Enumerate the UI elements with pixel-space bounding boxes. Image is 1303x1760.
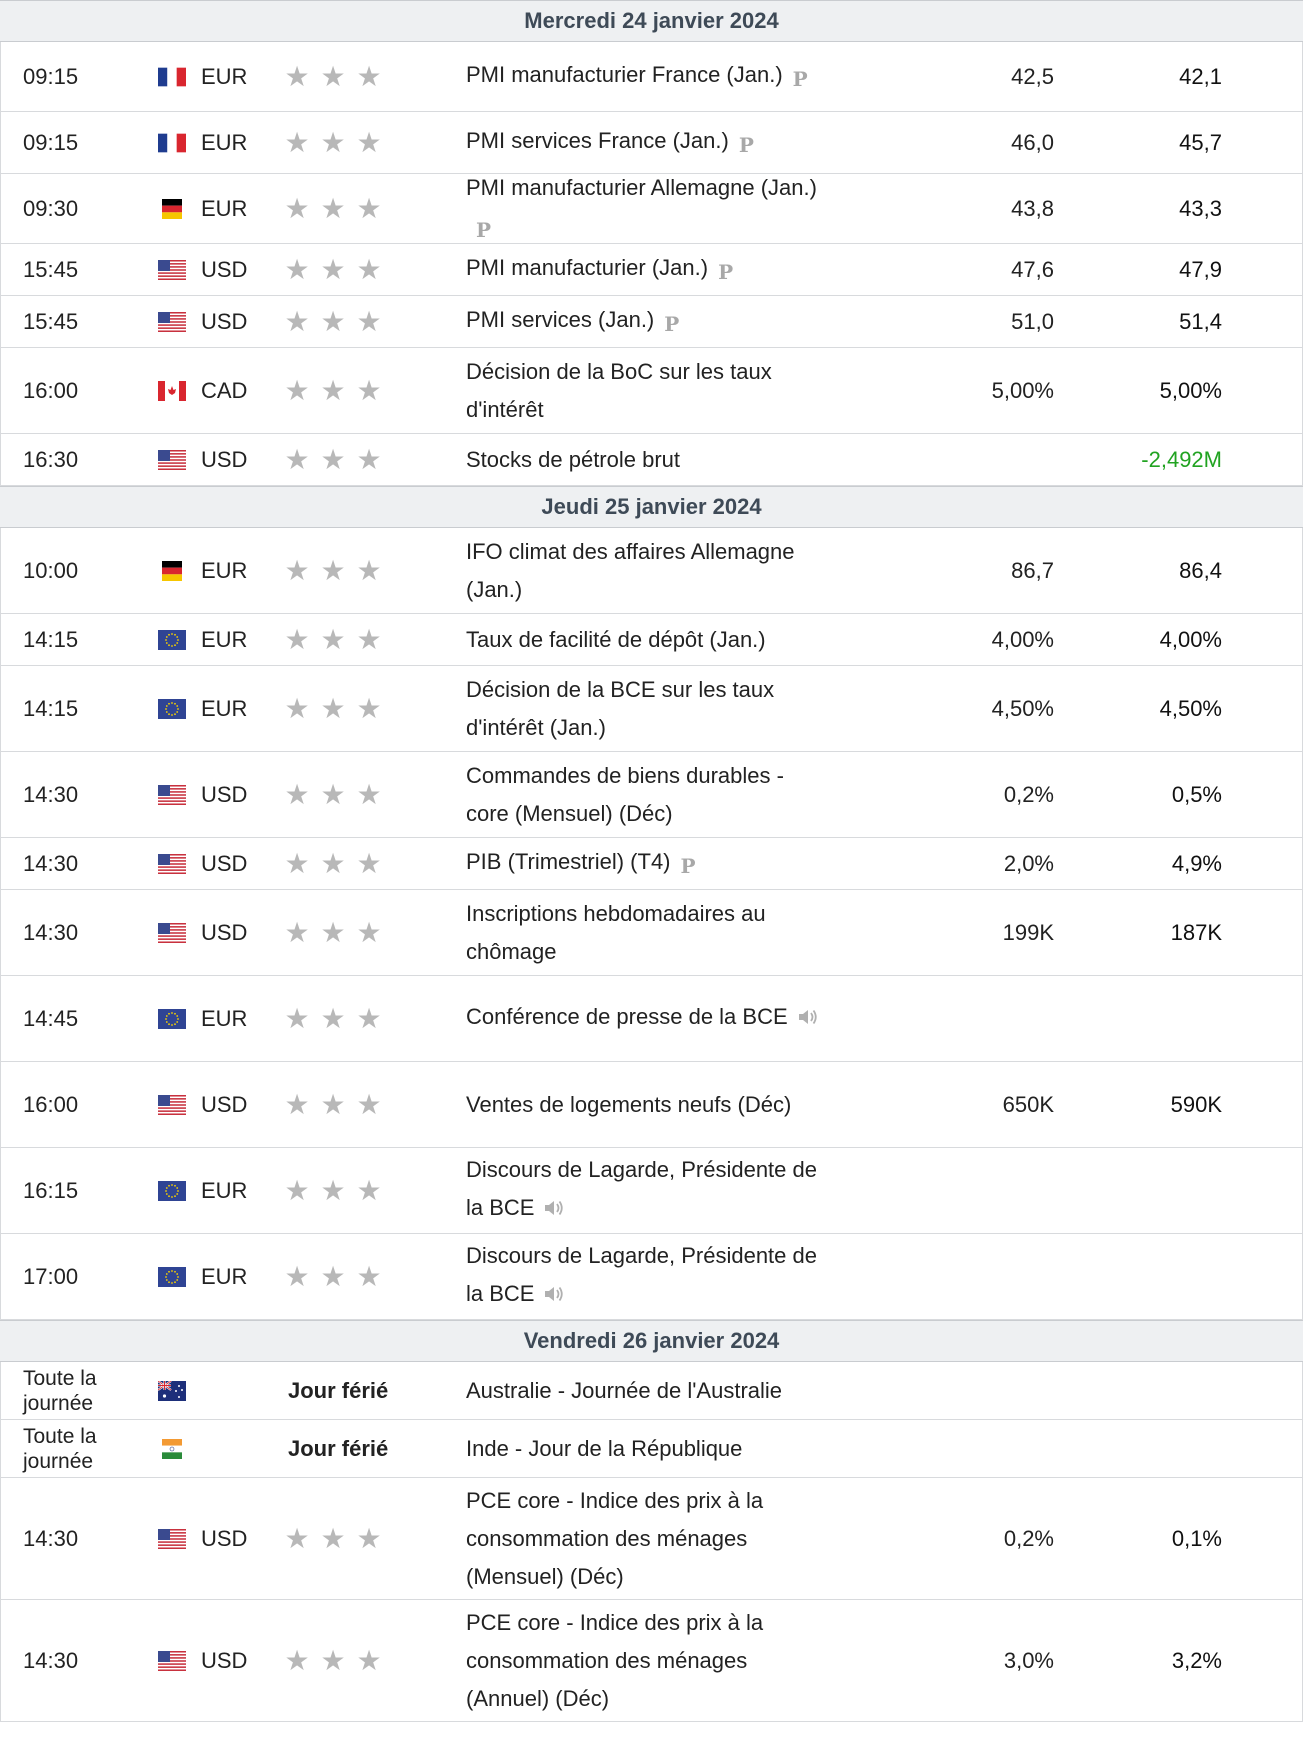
star-icon: ★: [320, 305, 346, 337]
event-time: 14:15: [23, 695, 79, 721]
forecast-value: 51,0: [1011, 308, 1054, 334]
event-title[interactable]: PMI services France (Jan.): [466, 127, 729, 153]
event-row[interactable]: [0, 752, 1303, 838]
forecast-value: 46,0: [1011, 129, 1054, 155]
preliminary-badge: P: [718, 259, 734, 284]
star-icon: ★: [356, 778, 382, 810]
star-icon: ★: [356, 374, 382, 406]
previous-value: 5,00%: [1159, 377, 1222, 403]
event-time: 09:15: [23, 63, 79, 89]
currency-code: USD: [201, 308, 248, 334]
flag-in-icon: [158, 1439, 186, 1459]
event-time: 16:15: [23, 1177, 79, 1203]
flag-eu-icon: [158, 1267, 186, 1287]
previous-value: 187K: [1170, 919, 1222, 945]
event-name[interactable]: [466, 671, 826, 747]
star-icon: ★: [284, 623, 310, 655]
star-icon: ★: [356, 305, 382, 337]
event-name[interactable]: [466, 169, 826, 249]
event-name[interactable]: [466, 998, 826, 1040]
importance-stars: [284, 1260, 382, 1292]
forecast-value: 199K: [1002, 919, 1054, 945]
event-name[interactable]: [466, 1482, 826, 1596]
event-title[interactable]: Australie - Journée de l'Australie: [466, 1377, 783, 1403]
flag-us-icon: [158, 785, 186, 805]
importance-stars: [284, 1002, 382, 1034]
event-name[interactable]: [466, 1086, 826, 1124]
importance-stars: [284, 692, 382, 724]
importance-stars: [284, 192, 382, 224]
flag-eu-icon: [158, 699, 186, 719]
star-icon: ★: [320, 443, 346, 475]
currency-code: USD: [201, 1091, 248, 1117]
importance-stars: [284, 374, 382, 406]
speaker-icon: [796, 1002, 820, 1040]
event-row[interactable]: [0, 1478, 1303, 1600]
event-name[interactable]: [466, 1151, 826, 1231]
star-icon: ★: [320, 374, 346, 406]
star-icon: ★: [320, 126, 346, 158]
previous-value: 43,3: [1179, 195, 1222, 221]
event-title[interactable]: PCE core - Indice des prix à la consommation des ménages (Mensuel) (Déc): [466, 1487, 764, 1589]
event-time: 16:00: [23, 1091, 79, 1117]
star-icon: ★: [284, 1002, 310, 1034]
event-title[interactable]: Discours de Lagarde, Présidente de la BCE: [466, 1156, 817, 1220]
forecast-value: 86,7: [1011, 557, 1054, 583]
previous-value: 45,7: [1179, 129, 1222, 155]
star-icon: ★: [284, 554, 310, 586]
preliminary-badge: P: [792, 66, 808, 91]
event-time: 16:00: [23, 377, 79, 403]
previous-value: 4,9%: [1171, 850, 1222, 876]
currency-code: EUR: [201, 1177, 248, 1203]
previous-value: 3,2%: [1171, 1647, 1222, 1673]
event-title[interactable]: Taux de facilité de dépôt (Jan.): [466, 626, 766, 652]
importance-stars: [284, 847, 382, 879]
previous-value: 4,50%: [1159, 695, 1222, 721]
event-row[interactable]: [0, 890, 1303, 976]
currency-code: USD: [201, 781, 248, 807]
star-icon: ★: [320, 623, 346, 655]
forecast-value: 4,00%: [991, 626, 1054, 652]
star-icon: ★: [320, 692, 346, 724]
event-row[interactable]: [0, 838, 1303, 890]
event-name[interactable]: [466, 1237, 826, 1317]
event-name[interactable]: [466, 56, 826, 98]
preliminary-badge: P: [664, 311, 680, 336]
forecast-value: 5,00%: [991, 377, 1054, 403]
star-icon: ★: [356, 443, 382, 475]
star-icon: ★: [356, 1522, 382, 1554]
day-header: Jeudi 25 janvier 2024: [0, 486, 1303, 528]
event-title[interactable]: PIB (Trimestriel) (T4): [466, 848, 671, 874]
star-icon: ★: [284, 60, 310, 92]
event-row[interactable]: [0, 112, 1303, 174]
star-icon: ★: [284, 916, 310, 948]
importance-stars: [284, 623, 382, 655]
flag-us-icon: [158, 1529, 186, 1549]
event-name[interactable]: [466, 1430, 826, 1468]
day-header: Mercredi 24 janvier 2024: [0, 0, 1303, 42]
event-title[interactable]: Ventes de logements neufs (Déc): [466, 1091, 792, 1117]
previous-value: 4,00%: [1159, 626, 1222, 652]
event-name[interactable]: [466, 301, 826, 343]
event-name[interactable]: [466, 843, 826, 885]
flag-us-icon: [158, 312, 186, 332]
event-name[interactable]: [466, 441, 826, 479]
star-icon: ★: [284, 847, 310, 879]
event-row[interactable]: [0, 976, 1303, 1062]
forecast-value: 42,5: [1011, 63, 1054, 89]
event-time: 14:30: [23, 919, 79, 945]
event-time: 14:30: [23, 781, 79, 807]
star-icon: ★: [284, 692, 310, 724]
currency-code: EUR: [201, 695, 248, 721]
event-name[interactable]: [466, 1604, 826, 1718]
event-name[interactable]: [466, 757, 826, 833]
currency-code: EUR: [201, 626, 248, 652]
star-icon: ★: [356, 1174, 382, 1206]
star-icon: ★: [284, 192, 310, 224]
event-time: Toute la journée: [23, 1424, 97, 1473]
currency-code: USD: [201, 1525, 248, 1551]
importance-stars: [284, 253, 382, 285]
event-time: 10:00: [23, 557, 79, 583]
flag-us-icon: [158, 1651, 186, 1671]
star-icon: ★: [356, 192, 382, 224]
importance-stars: [284, 916, 382, 948]
forecast-value: 3,0%: [1003, 1647, 1054, 1673]
event-name[interactable]: [466, 621, 826, 659]
event-time: 09:30: [23, 195, 79, 221]
flag-de-icon: [158, 561, 186, 581]
event-title[interactable]: Commandes de biens durables - core (Mensuel) (Déc): [466, 762, 784, 826]
star-icon: ★: [356, 692, 382, 724]
event-row[interactable]: [0, 1062, 1303, 1148]
event-title[interactable]: Conférence de presse de la BCE: [466, 1003, 788, 1029]
holiday-label: Jour férié: [288, 1435, 389, 1461]
currency-code: EUR: [201, 63, 248, 89]
forecast-value: 43,8: [1011, 195, 1054, 221]
star-icon: ★: [284, 253, 310, 285]
star-icon: ★: [284, 1174, 310, 1206]
previous-value: 51,4: [1179, 308, 1222, 334]
event-name[interactable]: [466, 1372, 826, 1410]
forecast-value: 0,2%: [1003, 1525, 1054, 1551]
flag-us-icon: [158, 1095, 186, 1115]
importance-stars: [284, 778, 382, 810]
star-icon: ★: [320, 847, 346, 879]
event-title[interactable]: PCE core - Indice des prix à la consommation des ménages (Annuel) (Déc): [466, 1609, 764, 1711]
event-time: 14:30: [23, 1525, 79, 1551]
event-row[interactable]: [0, 614, 1303, 666]
currency-code: EUR: [201, 129, 248, 155]
speaker-icon: [542, 1279, 566, 1317]
event-title[interactable]: PMI manufacturier (Jan.): [466, 254, 709, 280]
star-icon: ★: [356, 60, 382, 92]
flag-eu-icon: [158, 630, 186, 650]
event-time: 14:45: [23, 1005, 79, 1031]
event-row[interactable]: [0, 1420, 1303, 1478]
currency-code: USD: [201, 850, 248, 876]
previous-value: 590K: [1170, 1091, 1222, 1117]
event-row[interactable]: [0, 528, 1303, 614]
previous-value: 0,1%: [1171, 1525, 1222, 1551]
star-icon: ★: [284, 126, 310, 158]
event-time: 14:30: [23, 850, 79, 876]
star-icon: ★: [320, 1174, 346, 1206]
event-title[interactable]: PMI manufacturier France (Jan.): [466, 61, 783, 87]
star-icon: ★: [320, 1002, 346, 1034]
star-icon: ★: [320, 253, 346, 285]
star-icon: ★: [320, 1644, 346, 1676]
flag-ca-icon: [158, 381, 186, 401]
importance-stars: [284, 126, 382, 158]
star-icon: ★: [320, 554, 346, 586]
forecast-value: 2,0%: [1003, 850, 1054, 876]
star-icon: ★: [356, 847, 382, 879]
event-row[interactable]: [0, 434, 1303, 486]
star-icon: ★: [320, 1260, 346, 1292]
previous-value: 47,9: [1179, 256, 1222, 282]
forecast-value: 4,50%: [991, 695, 1054, 721]
importance-stars: [284, 443, 382, 475]
currency-code: USD: [201, 256, 248, 282]
star-icon: ★: [284, 1522, 310, 1554]
star-icon: ★: [356, 1002, 382, 1034]
importance-stars: [284, 1522, 382, 1554]
star-icon: ★: [284, 374, 310, 406]
currency-code: EUR: [201, 195, 248, 221]
flag-us-icon: [158, 450, 186, 470]
event-time: 16:30: [23, 446, 79, 472]
importance-stars: [284, 1088, 382, 1120]
preliminary-badge: P: [738, 132, 754, 157]
star-icon: ★: [320, 916, 346, 948]
event-time: 15:45: [23, 308, 79, 334]
currency-code: USD: [201, 1647, 248, 1673]
importance-stars: [284, 305, 382, 337]
flag-us-icon: [158, 923, 186, 943]
event-title[interactable]: Inscriptions hebdomadaires au chômage: [466, 900, 766, 964]
event-time: 17:00: [23, 1263, 79, 1289]
importance-stars: [284, 60, 382, 92]
star-icon: ★: [284, 1644, 310, 1676]
currency-code: EUR: [201, 1005, 248, 1031]
currency-code: EUR: [201, 1263, 248, 1289]
event-time: 14:30: [23, 1647, 79, 1673]
star-icon: ★: [356, 126, 382, 158]
forecast-value: 47,6: [1011, 256, 1054, 282]
event-title[interactable]: IFO climat des affaires Allemagne (Jan.): [466, 538, 795, 602]
flag-au-icon: [158, 1381, 186, 1401]
event-time: 14:15: [23, 626, 79, 652]
forecast-value: 0,2%: [1003, 781, 1054, 807]
preliminary-badge: P: [476, 217, 492, 242]
event-time: Toute la journée: [23, 1366, 97, 1415]
event-row[interactable]: [0, 174, 1303, 244]
star-icon: ★: [356, 916, 382, 948]
event-title[interactable]: Inde - Jour de la République: [466, 1435, 743, 1461]
event-title[interactable]: Discours de Lagarde, Présidente de la BCE: [466, 1242, 817, 1306]
previous-value: 86,4: [1179, 557, 1222, 583]
event-title[interactable]: PMI services (Jan.): [466, 306, 655, 332]
event-name[interactable]: [466, 895, 826, 971]
star-icon: ★: [356, 1260, 382, 1292]
previous-value: -2,492M: [1141, 446, 1222, 472]
flag-eu-icon: [158, 1009, 186, 1029]
event-title[interactable]: Décision de la BCE sur les taux d'intérêt (Jan.): [466, 676, 775, 740]
event-time: 15:45: [23, 256, 79, 282]
event-name[interactable]: [466, 122, 826, 164]
importance-stars: [284, 1644, 382, 1676]
speaker-icon: [542, 1193, 566, 1231]
previous-value: 42,1: [1179, 63, 1222, 89]
currency-code: EUR: [201, 557, 248, 583]
event-row[interactable]: [0, 244, 1303, 296]
event-row[interactable]: [0, 296, 1303, 348]
star-icon: ★: [284, 1260, 310, 1292]
currency-code: USD: [201, 446, 248, 472]
star-icon: ★: [356, 1088, 382, 1120]
event-name[interactable]: [466, 353, 826, 429]
importance-stars: [284, 554, 382, 586]
star-icon: ★: [284, 305, 310, 337]
event-title[interactable]: Décision de la BoC sur les taux d'intérêt: [466, 358, 772, 422]
flag-fr-icon: [158, 133, 186, 153]
event-name[interactable]: [466, 249, 826, 291]
star-icon: ★: [284, 443, 310, 475]
event-row[interactable]: [0, 1362, 1303, 1420]
previous-value: 0,5%: [1171, 781, 1222, 807]
flag-fr-icon: [158, 67, 186, 87]
event-title[interactable]: PMI manufacturier Allemagne (Jan.): [466, 174, 817, 200]
flag-us-icon: [158, 260, 186, 280]
star-icon: ★: [320, 60, 346, 92]
currency-code: CAD: [201, 377, 248, 403]
star-icon: ★: [356, 1644, 382, 1676]
event-row[interactable]: [0, 1148, 1303, 1234]
event-row[interactable]: [0, 1600, 1303, 1722]
star-icon: ★: [320, 778, 346, 810]
day-header: Vendredi 26 janvier 2024: [0, 1320, 1303, 1362]
star-icon: ★: [320, 1088, 346, 1120]
star-icon: ★: [320, 192, 346, 224]
event-row[interactable]: [0, 42, 1303, 112]
event-row[interactable]: [0, 666, 1303, 752]
event-title[interactable]: Stocks de pétrole brut: [466, 446, 681, 472]
event-row[interactable]: [0, 1234, 1303, 1320]
star-icon: ★: [320, 1522, 346, 1554]
preliminary-badge: P: [680, 853, 696, 878]
star-icon: ★: [356, 253, 382, 285]
currency-code: USD: [201, 919, 248, 945]
forecast-value: 650K: [1002, 1091, 1054, 1117]
event-row[interactable]: [0, 348, 1303, 434]
star-icon: ★: [356, 554, 382, 586]
star-icon: ★: [284, 1088, 310, 1120]
star-icon: ★: [284, 778, 310, 810]
flag-eu-icon: [158, 1181, 186, 1201]
flag-us-icon: [158, 854, 186, 874]
event-time: 09:15: [23, 129, 79, 155]
event-name[interactable]: [466, 533, 826, 609]
star-icon: ★: [356, 623, 382, 655]
flag-de-icon: [158, 199, 186, 219]
holiday-label: Jour férié: [288, 1377, 389, 1403]
importance-stars: [284, 1174, 382, 1206]
